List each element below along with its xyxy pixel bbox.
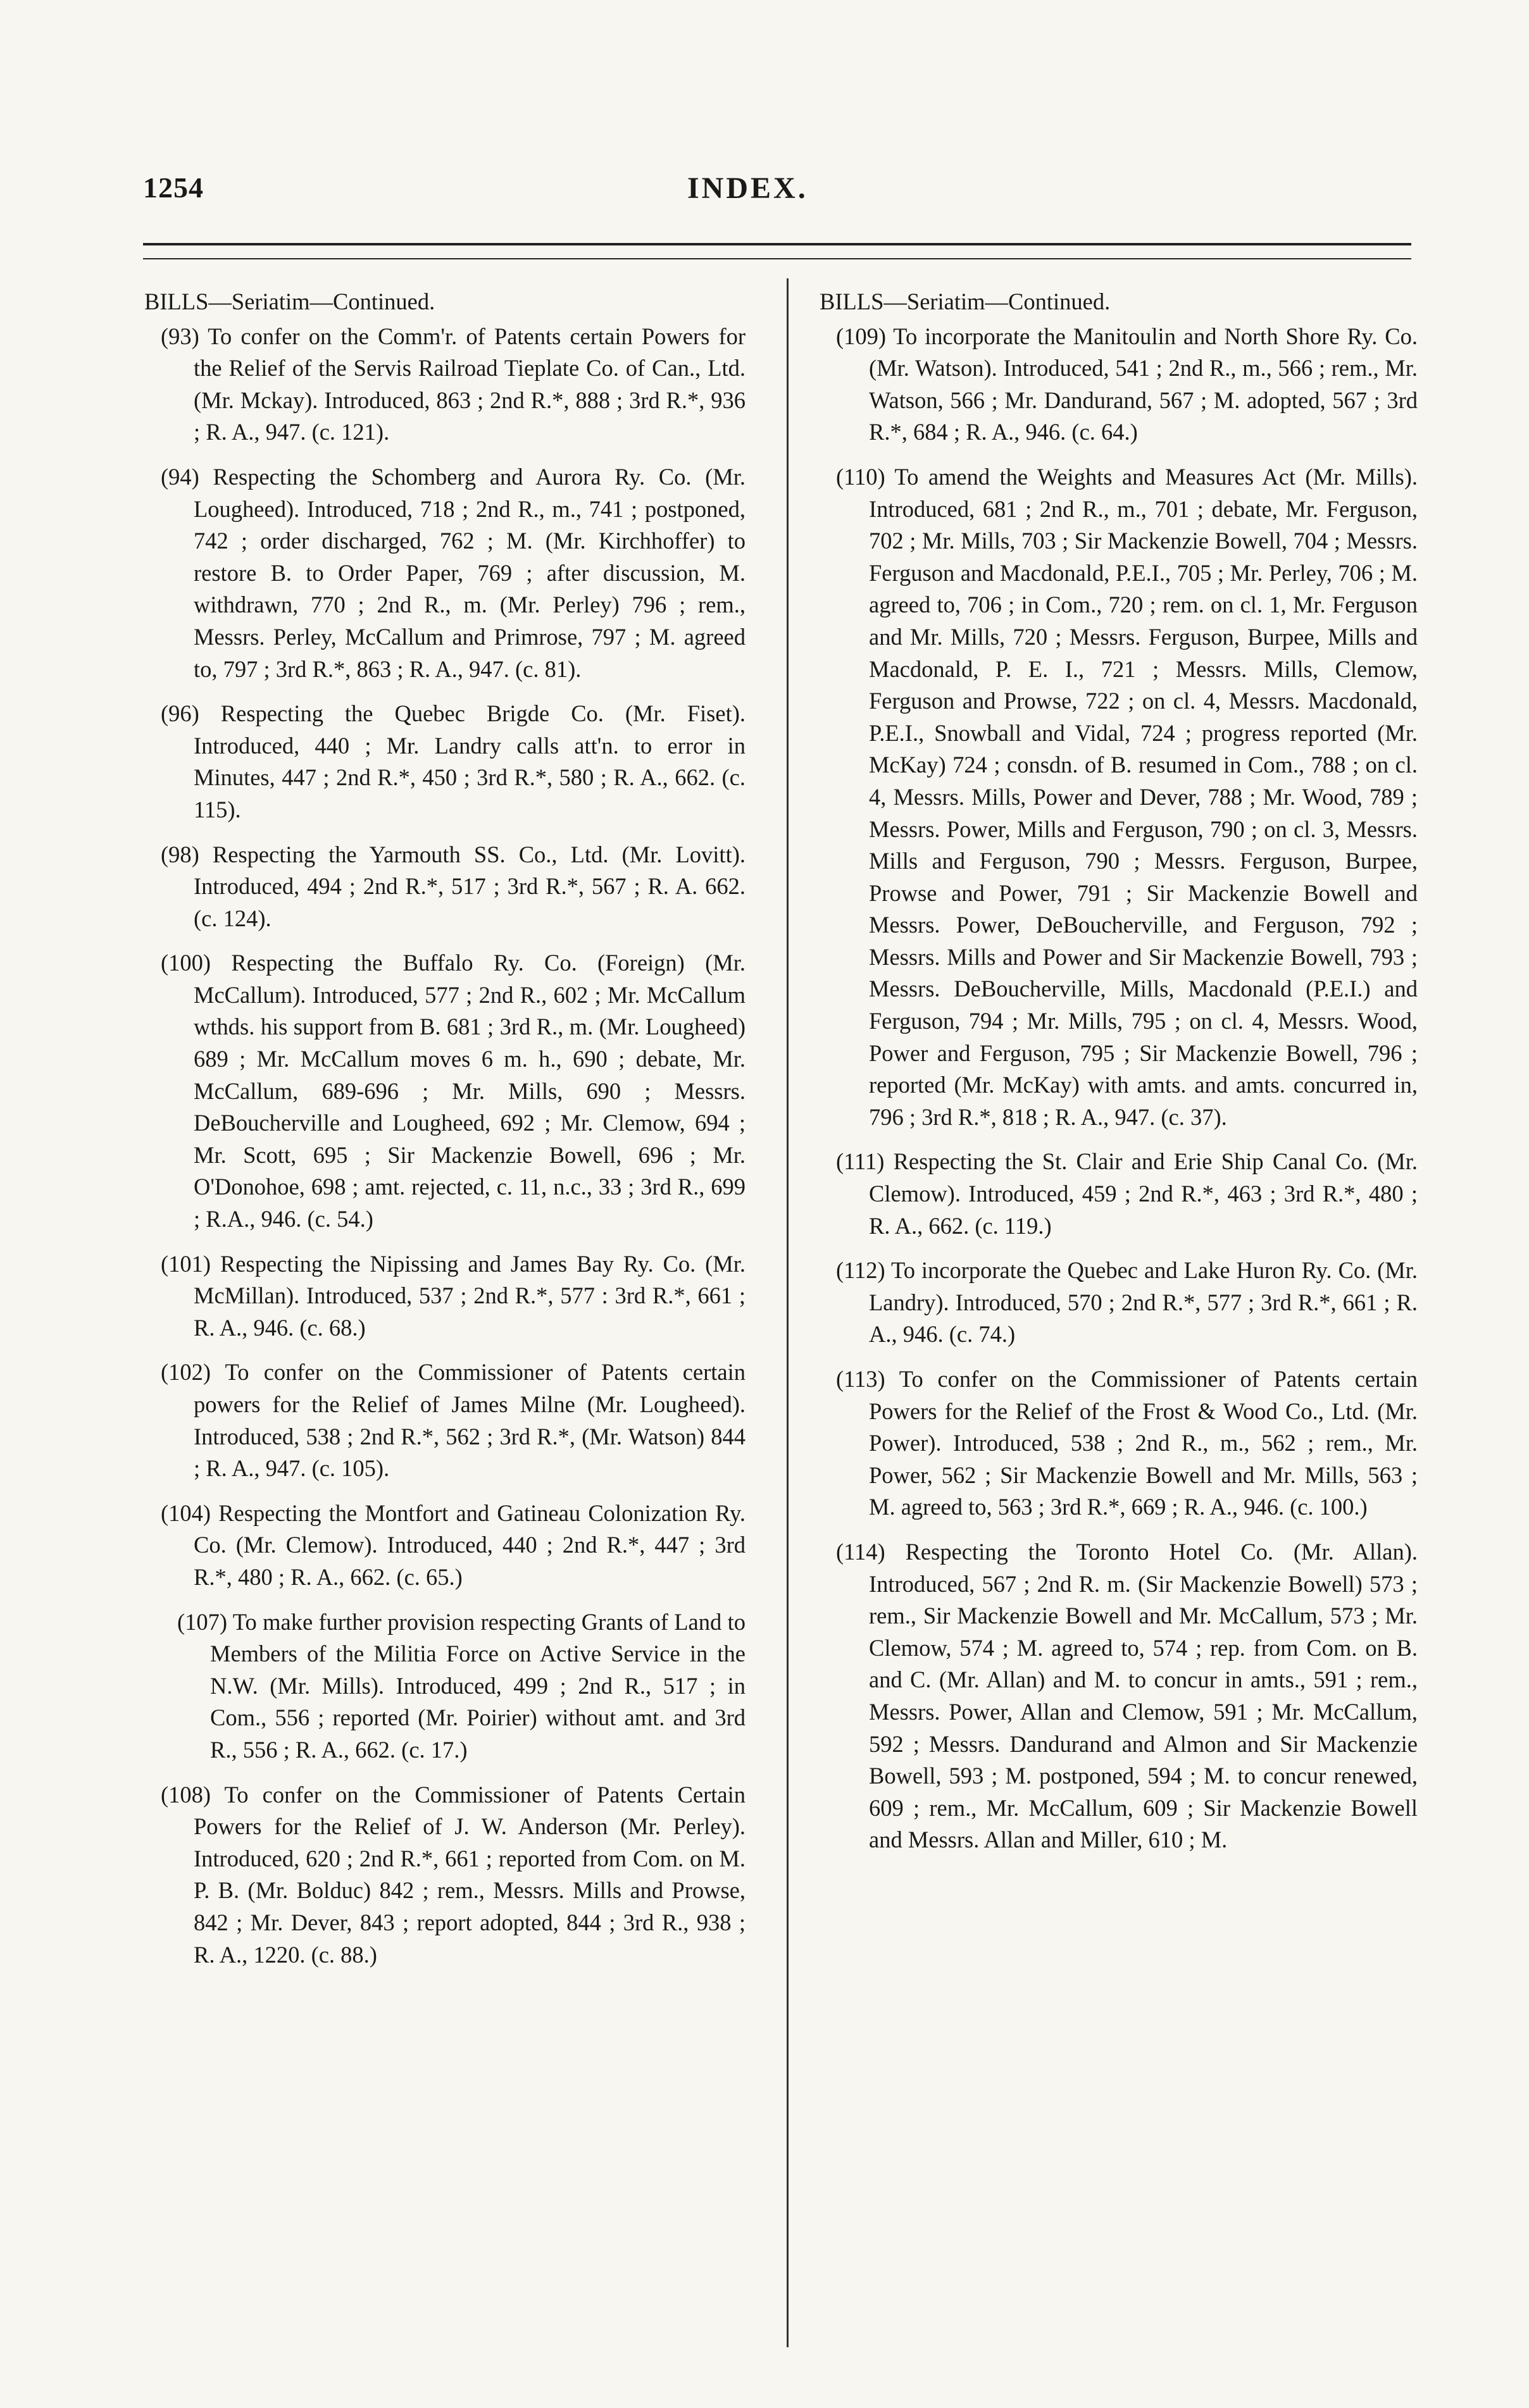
page-number: 1254	[143, 171, 204, 204]
index-entry: (102) To confer on the Commissioner of Patents certain powers for the Relief of James Milne (Mr. Lougheed). Introduced, 538 ; 2nd R.*, 562 ; 3rd R.*, (Mr. Watson) 844 ; R. A., 947. (c. 105).	[161, 1359, 746, 1482]
index-entry: (101) Respecting the Nipissing and James Bay Ry. Co. (Mr. McMillan). Introduced, 537 ; 2nd R.*, 577 : 3rd R.*, 661 ; R. A., 946. (c. 68.)	[161, 1250, 746, 1341]
right-column-header: BILLS—Seriatim—Continued.	[820, 289, 1111, 314]
page-title: INDEX.	[687, 171, 808, 205]
header-rule-thick	[143, 243, 1411, 245]
index-entry: (98) Respecting the Yarmouth SS. Co., Ltd. (Mr. Lovitt). Introduced, 494 ; 2nd R.*, 517 ; 3rd R.*, 567 ; R. A. 662. (c. 124).	[161, 841, 746, 931]
index-entry: (109) To incorporate the Manitoulin and North Shore Ry. Co. (Mr. Watson). Introduced, 541 ; 2nd R., m., 566 ; rem., Mr. Watson, 566 ; Mr. Dandurand, 567 ; M. adopted, 567 ; 3rd R.*, 684 ; R. A., 946. (c. 64.)	[836, 323, 1418, 445]
left-column	[144, 286, 746, 1983]
index-entry: (114) Respecting the Toronto Hotel Co. (Mr. Allan). Introduced, 567 ; 2nd R. m. (Sir Mackenzie Bowell) 573 ; rem., Sir Mackenzie Bowell and Mr. McCallum, 573 ; Mr. Clemow, 574 ; M. agreed to, 574 ; rep. from Com. on B. and C. (Mr. Allan) and M. to concur in amts., 591 ; rem., Messrs. Power, Allan and Clemow, 591 ; Mr. McCallum, 592 ; Messrs. Dandurand and Almon and Sir Mackenzie Bowell, 593 ; M. postponed, 594 ; M. to concur renewed, 609 ; rem., Mr. McCallum, 609 ; Sir Mackenzie Bowell and Messrs. Allan and Miller, 610 ; M.	[836, 1538, 1418, 1853]
index-entry: (100) Respecting the Buffalo Ry. Co. (Foreign) (Mr. McCallum). Introduced, 577 ; 2nd R., 602 ; Mr. McCallum wthds. his support from B. 681 ; 3rd R., m. (Mr. Lougheed) 689 ; Mr. McCallum moves 6 m. h., 690 ; debate, Mr. McCallum, 689-696 ; Mr. Mills, 690 ; Messrs. DeBoucherville and Lougheed, 692 ; Mr. Clemow, 694 ; Mr. Scott, 695 ; Sir Mackenzie Bowell, 696 ; Mr. O'Donohoe, 698 ; amt. rejected, c. 11, n.c., 33 ; 3rd R., 699 ; R.A., 946. (c. 54.)	[161, 950, 746, 1232]
index-entry: (111) Respecting the St. Clair and Erie Ship Canal Co. (Mr. Clemow). Introduced, 459 ; 2nd R.*, 463 ; 3rd R.*, 480 ; R. A., 662. (c. 119.)	[836, 1148, 1418, 1239]
index-entry: (108) To confer on the Commissioner of Patents Certain Powers for the Relief of J. W. Anderson (Mr. Perley). Introduced, 620 ; 2nd R.*, 661 ; reported from Com. on M. P. B. (Mr. Bolduc) 842 ; rem., Messrs. Mills and Prowse, 842 ; Mr. Dever, 843 ; report adopted, 844 ; 3rd R., 938 ; R. A., 1220. (c. 88.)	[161, 1781, 746, 1968]
index-entry: (110) To amend the Weights and Measures Act (Mr. Mills). Introduced, 681 ; 2nd R., m., 701 ; debate, Mr. Ferguson, 702 ; Mr. Mills, 703 ; Sir Mackenzie Bowell, 704 ; Messrs. Ferguson and Macdonald, P.E.I., 705 ; Mr. Perley, 706 ; M. agreed to, 706 ; in Com., 720 ; rem. on cl. 1, Mr. Ferguson and Mr. Mills, 720 ; Messrs. Ferguson, Burpee, Mills and Macdonald, P. E. I., 721 ; Messrs. Mills, Clemow, Ferguson and Prowse, 722 ; on cl. 4, Messrs. Macdonald, P.E.I., Snowball and Vidal, 724 ; progress reported (Mr. McKay) 724 ; consdn. of B. resumed in Com., 788 ; on cl. 4, Messrs. Mills, Power and Dever, 788 ; Mr. Wood, 789 ; Messrs. Power, Mills and Ferguson, 790 ; on cl. 3, Messrs. Mills and Ferguson, 790 ; Messrs. Ferguson, Burpee, Prowse and Power, 791 ; Sir Mackenzie Bowell and Messrs. Power, DeBoucherville, and Ferguson, 792 ; Messrs. Mills and Power and Sir Mackenzie Bowell, 793 ; Messrs. DeBoucherville, Mills, Macdonald (P.E.I.) and Ferguson, 794 ; Mr. Mills, 795 ; on cl. 4, Messrs. Wood, Power and Ferguson, 795 ; Sir Mackenzie Bowell, 796 ; reported (Mr. McKay) with amts. and amts. concurred in, 796 ; 3rd R.*, 818 ; R. A., 947. (c. 37).	[836, 463, 1418, 1130]
right-entries-list	[820, 321, 1418, 1856]
index-entry: (107) To make further provision respecting Grants of Land to Members of the Militia Force on Active Service in the N.W. (Mr. Mills). Introduced, 499 ; 2nd R., 517 ; in Com., 556 ; reported (Mr. Poirier) without amt. and 3rd R., 556 ; R. A., 662. (c. 17.)	[177, 1608, 746, 1763]
column-divider	[787, 278, 789, 2347]
left-entries-list	[144, 321, 746, 1971]
index-entry: (104) Respecting the Montfort and Gatineau Colonization Ry. Co. (Mr. Clemow). Introduced, 440 ; 2nd R.*, 447 ; 3rd R.*, 480 ; R. A., 662. (c. 65.)	[161, 1499, 746, 1590]
index-entry: (93) To confer on the Comm'r. of Patents certain Powers for the Relief of the Servis Railroad Tieplate Co. of Can., Ltd. (Mr. Mckay). Introduced, 863 ; 2nd R.*, 888 ; 3rd R.*, 936 ; R. A., 947. (c. 121).	[161, 323, 746, 445]
right-column	[820, 286, 1418, 1869]
index-entry: (96) Respecting the Quebec Brigde Co. (Mr. Fiset). Introduced, 440 ; Mr. Landry calls att'n. to error in Minutes, 447 ; 2nd R.*, 450 ; 3rd R.*, 580 ; R. A., 662. (c. 115).	[161, 700, 746, 822]
index-entry: (112) To incorporate the Quebec and Lake Huron Ry. Co. (Mr. Landry). Introduced, 570 ; 2nd R.*, 577 ; 3rd R.*, 661 ; R. A., 946. (c. 74.)	[836, 1257, 1418, 1348]
index-entry: (94) Respecting the Schomberg and Aurora Ry. Co. (Mr. Lougheed). Introduced, 718 ; 2nd R., m., 741 ; postponed, 742 ; order discharged, 762 ; M. (Mr. Kirchhoffer) to restore B. to Order Paper, 769 ; after discussion, M. withdrawn, 770 ; 2nd R., m. (Mr. Perley) 796 ; rem., Messrs. Perley, McCallum and Primrose, 797 ; M. agreed to, 797 ; 3rd R.*, 863 ; R. A., 947. (c. 81).	[161, 463, 746, 682]
left-column-header: BILLS—Seriatim—Continued.	[144, 289, 435, 314]
index-entry: (113) To confer on the Commissioner of Patents certain Powers for the Relief of the Frost & Wood Co., Ltd. (Mr. Power). Introduced, 538 ; 2nd R., m., 562 ; rem., Mr. Power, 562 ; Sir Mackenzie Bowell and Mr. Mills, 563 ; M. agreed to, 563 ; 3rd R.*, 669 ; R. A., 946. (c. 100.)	[836, 1366, 1418, 1520]
header-rule-thin	[143, 258, 1411, 259]
